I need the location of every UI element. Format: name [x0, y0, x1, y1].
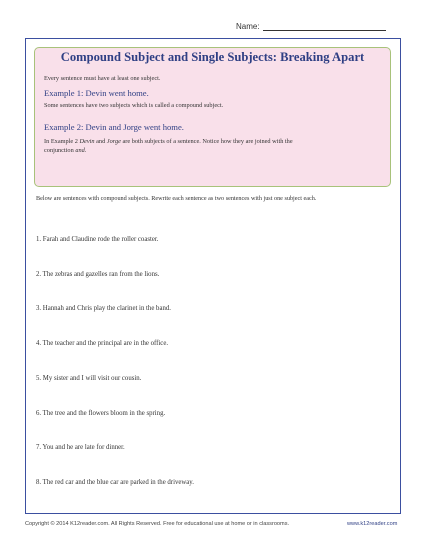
example-1-text: Some sentences have two subjects which is called a compound subject. [44, 102, 224, 109]
copyright-notice: Copyright © 2014 K12reader.com. All Rights Reserved. Free for educational use at home or in classrooms. [25, 521, 290, 527]
example-2-period: . [84, 147, 87, 154]
name-blank-line[interactable] [263, 23, 386, 31]
example-2-text-start: In Example 2 [44, 138, 80, 145]
question-1: 1. Farah and Claudine rode the roller coaster. [36, 236, 159, 243]
example-1-heading: Example 1: Devin went home. [44, 88, 149, 98]
website-link[interactable]: www.k12reader.com [347, 521, 398, 527]
example-2-conjunction: and [75, 147, 85, 154]
question-3: 3. Hannah and Chris play the clarinet in the band. [36, 305, 171, 312]
example-2-text-line-2 [44, 147, 86, 154]
question-4: 4. The teacher and the principal are in the office. [36, 340, 169, 347]
example-2-heading: Example 2: Devin and Jorge went home. [44, 122, 184, 132]
question-8: 8. The red car and the blue car are parked in the driveway. [36, 479, 194, 486]
question-6: 6. The tree and the flowers bloom in the spring. [36, 410, 166, 417]
question-7: 7. You and he are late for dinner. [36, 444, 125, 451]
intro-text: Every sentence must have at least one subject. [44, 75, 161, 82]
example-2-subject-2: Jorge [106, 138, 121, 145]
example-2-text-line-1 [44, 138, 293, 145]
lesson-box [34, 47, 391, 187]
example-2-text-end: are both subjects of a sentence. Notice how they are joined with the [120, 138, 293, 145]
question-5: 5. My sister and I will visit our cousin. [36, 375, 142, 382]
example-2-conjunction-label: conjunction [44, 147, 76, 154]
example-2-subject-1: Devin [79, 138, 95, 145]
worksheet-title: Compound Subject and Single Subjects: Breaking Apart [60, 50, 365, 64]
name-label: Name: [236, 22, 260, 31]
name-field [236, 22, 386, 31]
question-2: 2. The zebras and gazelles ran from the lions. [36, 271, 160, 278]
example-2-text-mid: and [94, 138, 107, 145]
instructions: Below are sentences with compound subjects. Rewrite each sentence as two sentences with just one subject each. [36, 195, 317, 202]
